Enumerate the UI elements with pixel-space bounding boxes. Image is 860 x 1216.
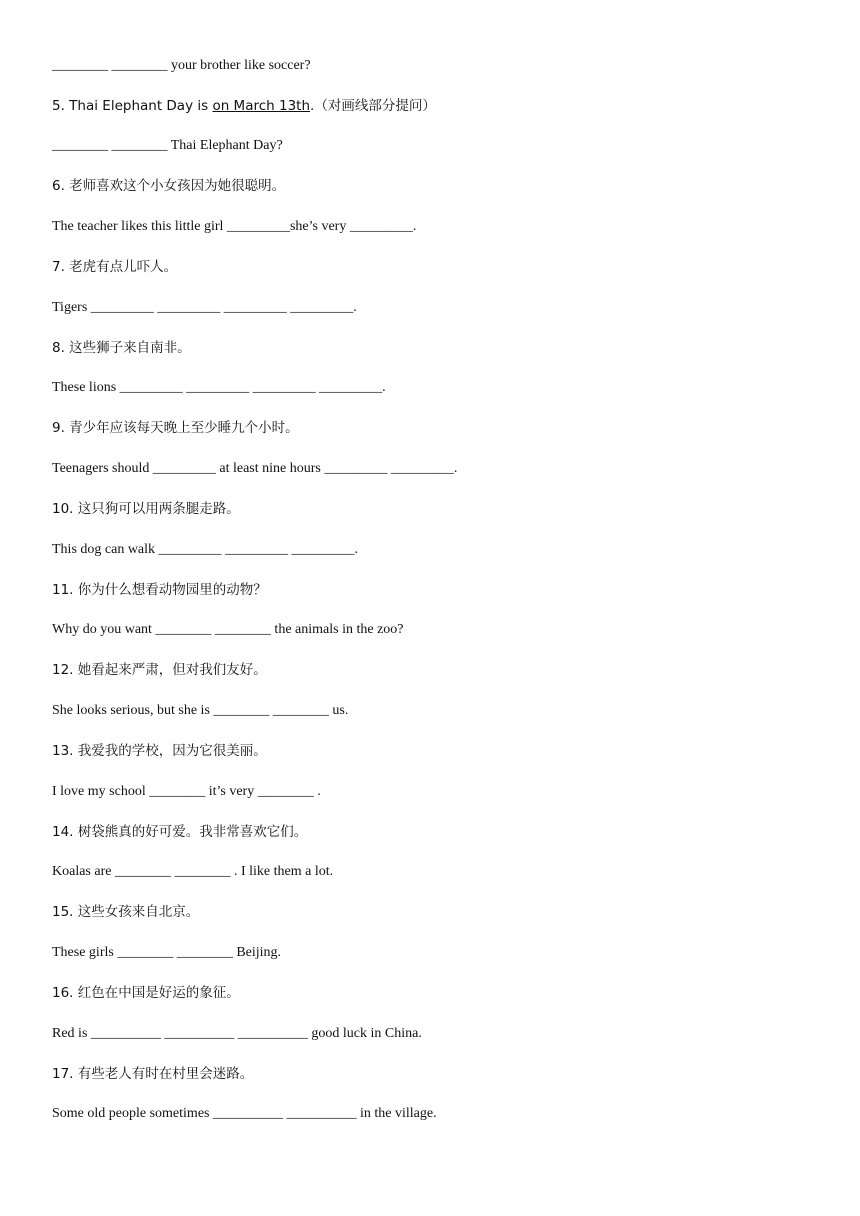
answer-line-14: Koalas are ________ ________ . I like them a lot. [52,864,334,879]
question-5-suffix: .（对画线部分提问） [310,98,436,114]
answer-line-4: ________ ________ your brother like soccer? [52,58,311,73]
answer-line-10: This dog can walk _________ _________ _________. [52,542,359,557]
answer-line-13: I love my school ________ it’s very ________ . [52,784,321,799]
question-10: 10. 这只狗可以用两条腿走路。 [52,501,240,517]
answer-line-12: She looks serious, but she is ________ ________ us. [52,703,349,718]
answer-line-6: The teacher likes this little girl _________she’s very _________. [52,219,417,234]
answer-line-9: Teenagers should _________ at least nine hours _________ _________. [52,461,458,476]
answer-line-15: These girls ________ ________ Beijing. [52,945,282,960]
question-5-prefix: 5. Thai Elephant Day is [52,98,213,114]
question-11: 11. 你为什么想看动物园里的动物？ [52,582,267,598]
question-5-underlined-part: on March 13th [212,98,311,114]
question-12: 12. 她看起来严肃，但对我们友好。 [52,662,267,678]
question-7: 7. 老虎有点儿吓人。 [52,259,178,275]
question-6: 6. 老师喜欢这个小女孩因为她很聪明。 [52,178,286,194]
question-8: 8. 这些狮子来自南非。 [52,340,191,356]
answer-line-16: Red is __________ __________ __________ good luck in China. [52,1026,422,1041]
question-13: 13. 我爱我的学校，因为它很美丽。 [52,743,267,759]
answer-line-7: Tigers _________ _________ _________ _________. [52,300,357,315]
answer-line-5: ________ ________ Thai Elephant Day? [52,138,283,153]
question-9: 9. 青少年应该每天晚上至少睡九个小时。 [52,420,299,436]
answer-line-17: Some old people sometimes __________ __________ in the village. [52,1106,437,1121]
answer-line-8: These lions _________ _________ _________ _________. [52,380,386,395]
question-14: 14. 树袋熊真的好可爱。我非常喜欢它们。 [52,824,308,840]
question-5 [52,96,436,116]
answer-line-11: Why do you want ________ ________ the animals in the zoo? [52,622,404,637]
question-15: 15. 这些女孩来自北京。 [52,904,200,920]
question-16: 16. 红色在中国是好运的象征。 [52,985,240,1001]
question-17: 17. 有些老人有时在村里会迷路。 [52,1066,254,1082]
